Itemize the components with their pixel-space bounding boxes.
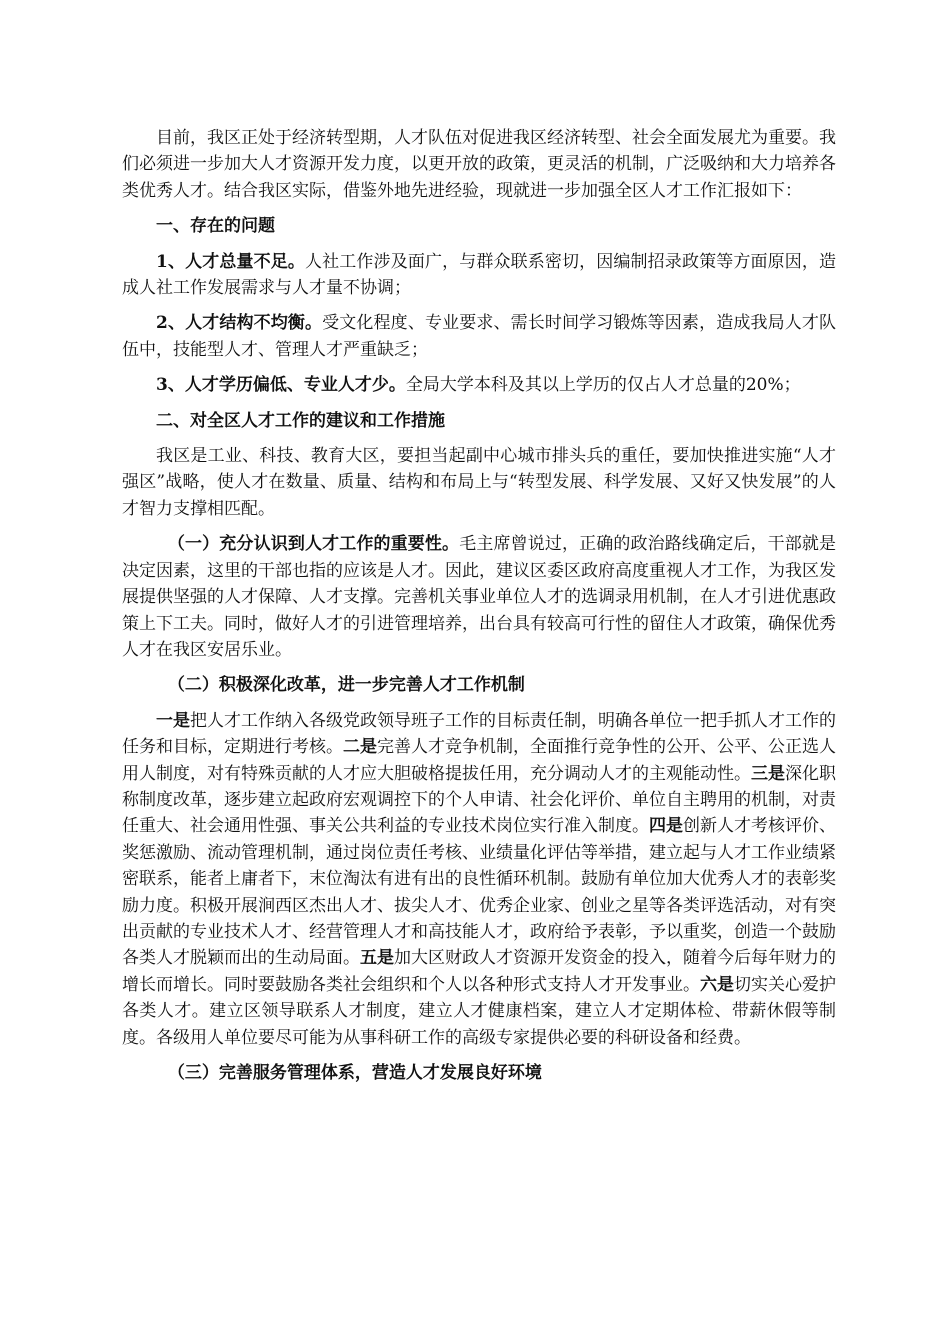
problem-item-3: [122, 372, 836, 398]
subsection-2-heading: （二）积极深化改革，进一步完善人才工作机制: [167, 675, 525, 696]
measure-2-lead: 二是: [343, 737, 377, 758]
subsection-1-lead: （一）充分认识到人才工作的重要性。: [167, 534, 460, 555]
section-1-heading: 一、存在的问题: [156, 216, 275, 237]
intro-paragraph: 目前，我区正处于经济转型期，人才队伍对促进我区经济转型、社会全面发展尤为重要。我们必须进一步加大人才资源开发力度，以更开放的政策，更灵活的机制，广泛吸纳和大力培养各类优秀人才。结合我区实际，借鉴外地先进经验，现就进一步加强全区人才工作汇报如下：: [122, 128, 836, 201]
subsection-3-heading: （三）完善服务管理体系，营造人才发展良好环境: [167, 1063, 542, 1083]
problem-item-1: [122, 249, 836, 302]
subsection-1-text: 毛主席曾说过，正确的政治路线确定后，干部就是决定因素，这里的干部也指的应该是人才。因此，建议区委区政府高度重视人才工作，为我区发展提供坚强的人才保障、人才支撑。完善机关事业单位人才的选调录用机制，在人才引进优惠政策上下工夫。同时，做好人才的引进管理培养，出台具有较高可行性的留住人才政策，确保优秀人才在我区安居乐业。: [122, 534, 837, 660]
measure-5-text: 加大区财政人才资源开发资金的投入，随着今后每年财力的增长而增长。同时要鼓励各类社会组织和个人以各种形式支持人才开发事业。: [122, 948, 836, 995]
subsection-2-paragraph: [122, 708, 836, 1051]
measure-4-lead: 四是: [649, 816, 683, 837]
problem-item-2-text: 受文化程度、专业要求、需长时间学习锻炼等因素，造成我局人才队伍中，技能型人才、管理人才严重缺乏；: [122, 313, 836, 360]
measure-1-text: 把人才工作纳入各级党政领导班子工作的目标责任制，明确各单位一把手抓人才工作的任务和目标，定期进行考核。: [122, 710, 836, 758]
problem-item-1-lead: 1、人才总量不足。: [156, 251, 306, 272]
problem-item-2: [122, 310, 836, 363]
measure-6-text: 切实关心爱护各类人才。建立区领导联系人才制度，建立人才健康档案，建立人才定期体检、带薪休假等制度。各级用人单位要尽可能为从事科研工作的高级专家提供必要的科研设备和经费。: [122, 974, 836, 1048]
subsection-1-paragraph: [122, 531, 836, 663]
measure-2-text: 完善人才竞争机制，全面推行竞争性的公开、公平、公正选人用人制度，对有特殊贡献的人才应大胆破格提拔任用，充分调动人才的主观能动性。: [122, 737, 836, 784]
measure-3-text: 深化职称制度改革，逐步建立起政府宏观调控下的个人申请、社会化评价、单位自主聘用的机制，对责任重大、社会通用性强、事关公共利益的专业技术岗位实行准入制度。: [122, 763, 836, 837]
measure-5-lead: 五是: [360, 948, 394, 969]
section-2-intro: 我区是工业、科技、教育大区，要担当起副中心城市排头兵的重任，要加快推进实施“人才强区”战略，使人才在数量、质量、结构和布局上与“转型发展、科学发展、又好又快发展”的人才智力支撑相匹配。: [122, 446, 836, 519]
document-body: [122, 125, 836, 1095]
measure-3-lead: 三是: [751, 763, 785, 784]
measure-4-text: 创新人才考核评价、奖惩激励、流动管理机制，通过岗位责任考核、业绩量化评估等举措，建立起与人才工作业绩紧密联系，能者上庸者下，末位淘汰有进有出的良性循环机制。鼓励有单位加大优秀人才的表彰奖励力度。积极开展涧西区杰出人才、拔尖人才、优秀企业家、创业之星等各类评选活动，对有突出贡献的专业技术人才、经营管理人才和高技能人才，政府给予表彰，予以重奖，创造一个鼓励各类人才脱颖而出的生动局面。: [122, 816, 836, 969]
problem-item-2-lead: 2、人才结构不均衡。: [156, 313, 323, 334]
section-2-heading: 二、对全区人才工作的建议和工作措施: [156, 410, 445, 431]
measure-6-lead: 六是: [700, 974, 734, 995]
problem-item-3-lead: 3、人才学历偏低、专业人才少。: [156, 375, 406, 396]
measure-1-lead: 一是: [156, 710, 190, 731]
problem-item-3-text: 全局大学本科及其以上学历的仅占人才总量的20%；: [405, 375, 801, 396]
problem-item-1-text: 人社工作涉及面广，与群众联系密切，因编制招录政策等方面原因，造成人社工作发展需求与人才量不协调；: [122, 251, 836, 299]
